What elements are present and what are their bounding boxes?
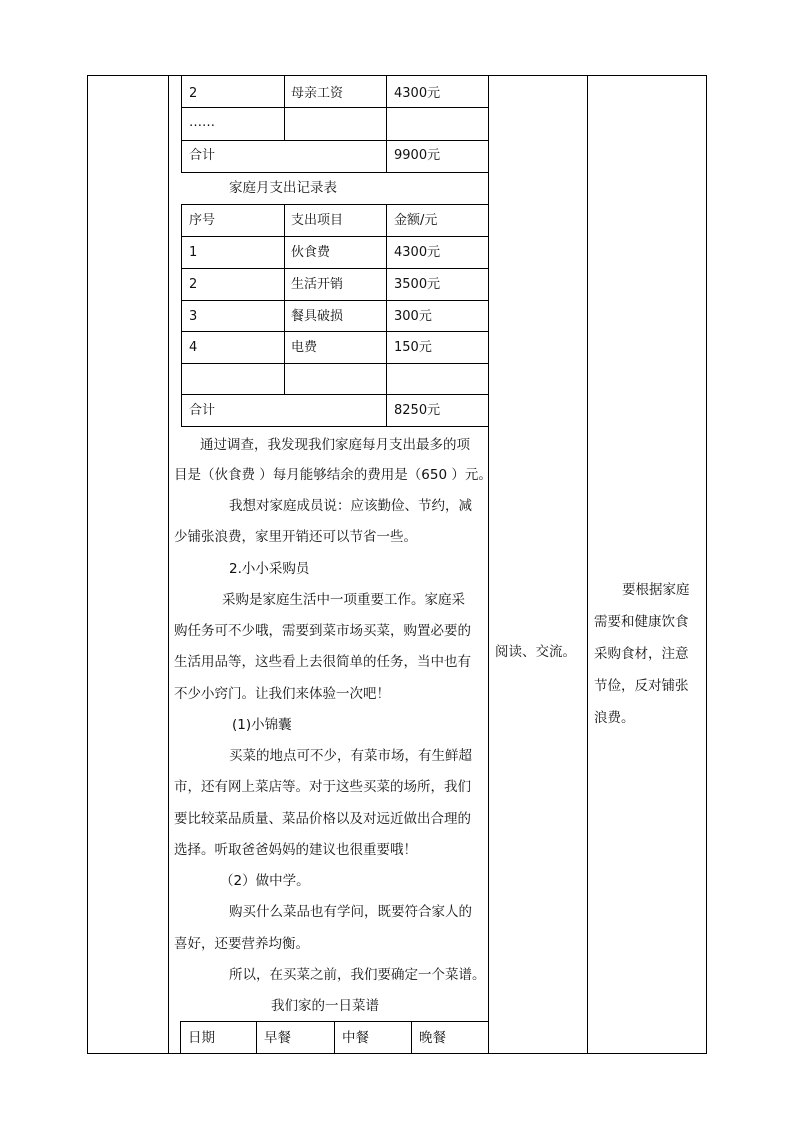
expense-row-amount: 3500元: [394, 277, 441, 292]
outer-top-border: [87, 75, 707, 76]
expense-row-no: 2: [189, 277, 198, 292]
design-intent-line: 采购食材，注意: [594, 646, 689, 662]
paragraph-line: 不少小窍门。让我们来体验一次吧！: [174, 686, 390, 702]
menu-header-dinner: 晚餐: [419, 1030, 446, 1046]
expense-total-label: 合计: [189, 403, 216, 418]
paragraph-line: 要比较菜品质量、菜品价格以及对远近做出合理的: [174, 811, 471, 827]
paragraph-line: 少铺张浪费，家里开销还可以节省一些。: [174, 529, 417, 545]
expense-row-item: 电费: [291, 340, 318, 355]
expense-total-amount: 8250元: [394, 403, 441, 418]
paragraph-line: 生活用品等，这些看上去很简单的任务，当中也有: [174, 654, 471, 670]
menu-table-title: 我们家的一日菜谱: [271, 998, 379, 1014]
expense-row-no: 3: [189, 309, 198, 324]
income-total-amount: 9900元: [394, 148, 441, 163]
expense-row-amount: 4300元: [394, 245, 441, 260]
design-intent-line: 要根据家庭: [622, 582, 690, 598]
outer-left-border: [87, 75, 88, 1054]
sub-heading: (1)小锦囊: [232, 717, 292, 733]
paragraph-line: 购买什么菜品也有学问，既要符合家人的: [229, 904, 472, 920]
paragraph-line: 目是（伙食费 ）每月能够结余的费用是（650 ）元。: [174, 467, 492, 483]
paragraph-line: 所以，在买菜之前，我们要确定一个菜谱。: [229, 967, 486, 983]
expense-row-no: 1: [189, 245, 198, 260]
student-activity-text: 阅读、交流。: [495, 644, 576, 660]
expense-header-no: 序号: [189, 213, 216, 228]
paragraph-line: 喜好，还要营养均衡。: [174, 936, 309, 952]
paragraph-line: 采购是家庭生活中一项重要工作。家庭采: [222, 592, 465, 608]
design-intent-line: 需要和健康饮食: [594, 614, 689, 630]
expense-header-amount: 金额/元: [394, 213, 438, 228]
design-intent-line: 浪费。: [594, 710, 635, 726]
menu-header-breakfast: 早餐: [264, 1030, 291, 1046]
expense-table-title: 家庭月支出记录表: [229, 180, 337, 196]
expense-row-amount: 300元: [394, 309, 432, 324]
paragraph-line: 购任务可不少哦，需要到菜市场买菜，购置必要的: [174, 623, 471, 639]
outer-right-border: [706, 75, 707, 1054]
expense-row-no: 4: [189, 340, 198, 355]
income-row-no: 2: [189, 86, 198, 101]
paragraph-line: 市，还有网上菜店等。对于这些买菜的场所，我们: [174, 779, 471, 795]
menu-header-lunch: 中餐: [342, 1030, 369, 1046]
income-ellipsis: ……: [189, 115, 215, 130]
paragraph-line: 我想对家庭成员说：应该勤俭、节约，减: [229, 498, 472, 514]
design-intent-line: 节俭，反对铺张: [594, 678, 689, 694]
income-row-amount: 4300元: [394, 86, 441, 101]
expense-header-item: 支出项目: [291, 213, 344, 228]
expense-row-item: 生活开销: [291, 277, 344, 292]
expense-row-amount: 150元: [394, 340, 432, 355]
expense-row-item: 伙食费: [291, 245, 331, 260]
income-row-item: 母亲工资: [291, 86, 344, 101]
column-divider-1: [168, 75, 169, 1054]
paragraph-line: 选择。听取爸爸妈妈的建议也很重要哦！: [174, 842, 417, 858]
sub-heading: （2）做中学。: [220, 873, 310, 889]
income-total-label: 合计: [189, 148, 216, 163]
column-divider-2: [488, 75, 489, 1054]
paragraph-line: 买菜的地点可不少，有菜市场，有生鲜超: [229, 748, 472, 764]
column-divider-3: [587, 75, 588, 1054]
paragraph-line: 通过调查，我发现我们家庭每月支出最多的项: [200, 437, 470, 453]
expense-row-item: 餐具破损: [291, 309, 344, 324]
section-heading: 2.小小采购员: [229, 561, 310, 577]
menu-header-date: 日期: [188, 1030, 215, 1046]
outer-bottom-border: [87, 1053, 707, 1054]
